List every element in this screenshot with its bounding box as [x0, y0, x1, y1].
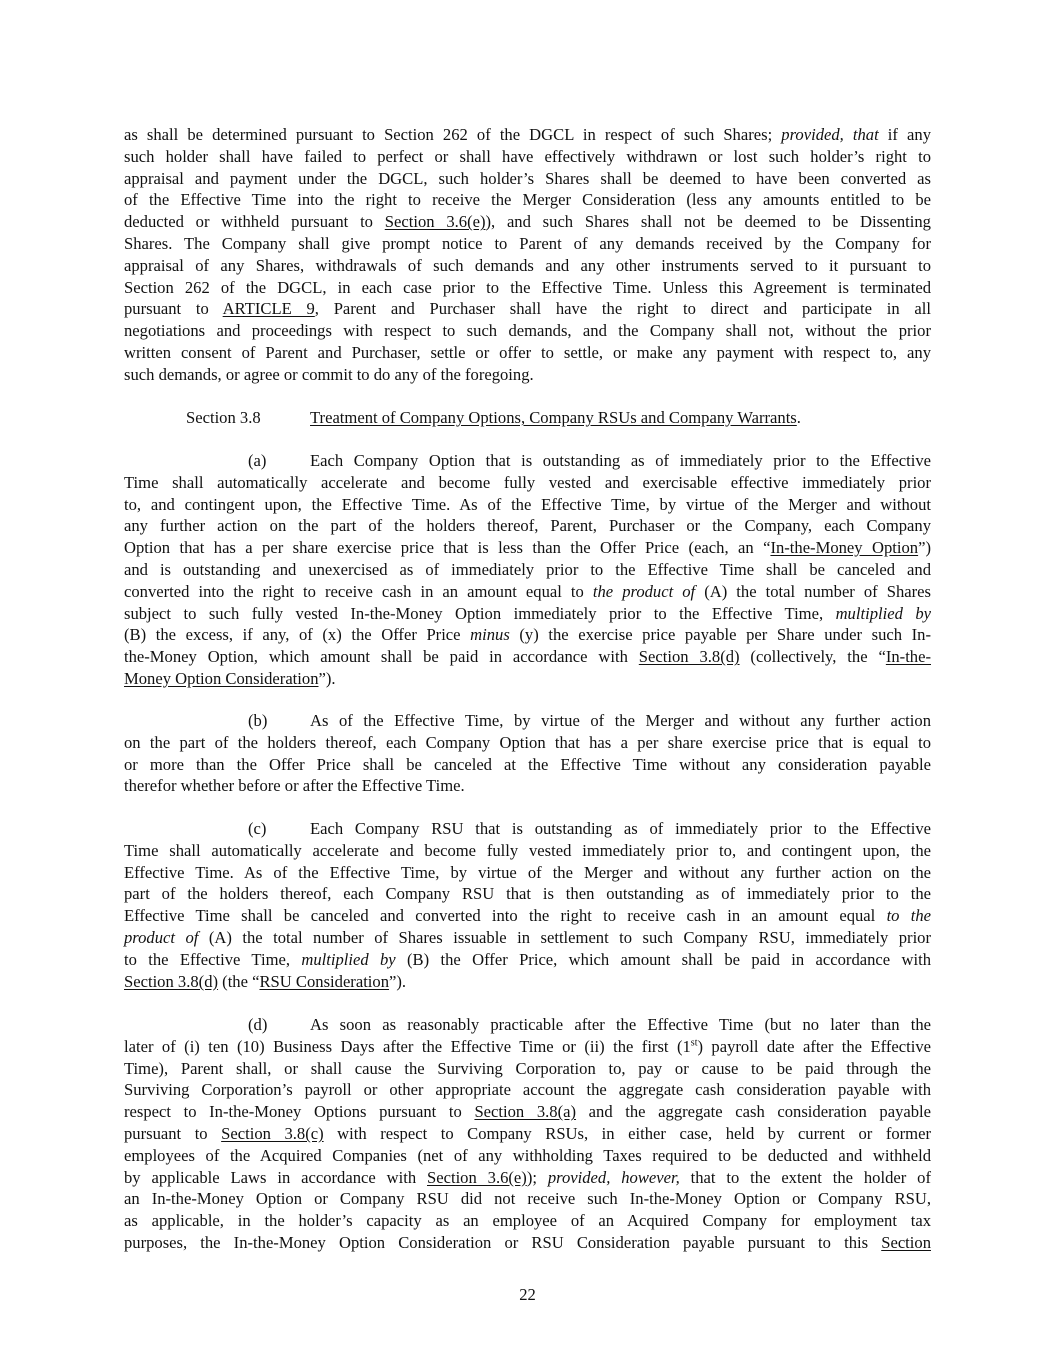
clause-d — [124, 1014, 931, 1254]
text-run: (B) the excess, if any, of (x) the Offer Price — [124, 625, 471, 645]
text-line — [124, 581, 931, 603]
text-run: ), and such Shares shall not be deemed to be Dissenting — [485, 212, 931, 232]
text-run: with respect to Company RSUs, in either case, held by current or former — [323, 1123, 931, 1143]
text-run: as applicable, in the holder’s capacity as an employee of an Acquired Company for employment tax — [124, 1211, 931, 1231]
text-run: respect to In-the-Money Options pursuant to — [124, 1102, 475, 1122]
text-run: that to the extent the holder of — [679, 1167, 931, 1187]
text-run: Effective Time. As of the Effective Time, by virtue of the Merger and without any further action on the — [124, 862, 931, 882]
text-run: Time shall automatically accelerate and become fully vested and exercisable effective immediately prior — [124, 472, 931, 492]
text-line — [124, 668, 931, 690]
text-run: appraisal of any Shares, withdrawals of such demands and any other instruments served to it pursuant to — [124, 255, 931, 275]
emphasis-text: provided, that — [781, 125, 879, 144]
emphasis-text: provided, however, — [547, 1167, 680, 1187]
text-line — [124, 1036, 931, 1058]
text-run: therefor whether before or after the Effective Time. — [124, 776, 465, 796]
text-line — [124, 537, 931, 559]
text-run: later of (i) ten (10) Business Days after the Effective Time or (ii) the first (1 — [124, 1036, 691, 1056]
text-run: deducted or withheld pursuant to — [124, 212, 385, 232]
text-line — [124, 233, 931, 255]
text-line — [124, 1123, 931, 1145]
text-line — [124, 472, 931, 494]
text-run: if any — [878, 125, 931, 144]
text-run: part of the holders thereof, each Company RSU that is then outstanding as of immediately prior to the — [124, 884, 931, 904]
text-line — [124, 624, 931, 646]
text-line — [124, 168, 931, 190]
section-number: Section 3.8 — [186, 408, 261, 427]
text-line — [124, 559, 931, 581]
text-run: Time shall automatically accelerate and become fully vested immediately prior to, and contingent upon, the — [124, 840, 931, 860]
text-run: Effective Time shall be canceled and converted into the right to receive cash in an amount equal — [124, 906, 887, 926]
page-number: 22 — [519, 1285, 536, 1304]
text-line — [124, 603, 931, 625]
emphasis-text: product of — [124, 927, 199, 947]
section-title: Treatment of Company Options, Company RSUs and Company Warrants — [310, 408, 797, 427]
text-run: an In-the-Money Option or Company RSU did not receive such In-the-Money Option or Company RSU, — [124, 1189, 931, 1209]
clause-c — [124, 818, 931, 992]
text-line — [124, 494, 931, 516]
text-run: or more than the Offer Price shall be canceled at the Effective Time without any consideration payable — [124, 754, 931, 774]
text-run: (the “ — [218, 971, 260, 991]
text-run: As soon as reasonably practicable after the Effective Time (but no later than the — [310, 1015, 931, 1034]
text-line — [124, 840, 931, 862]
text-run: Time), Parent shall, or shall cause the Surviving Corporation to, pay or cause to be paid through the — [124, 1058, 931, 1078]
text-line — [124, 189, 931, 211]
text-run: as shall be determined pursuant to Section 262 of the DGCL in respect of such Shares; — [124, 125, 782, 144]
continuation-paragraph — [124, 124, 931, 386]
cross-reference: In-the-Money Option — [770, 538, 919, 558]
text-run: (y) the exercise price payable per Share under such In- — [509, 625, 931, 645]
text-run: ”). — [389, 971, 407, 991]
text-run: Surviving Corporation’s payroll or other appropriate account the aggregate cash consideration payable with — [124, 1080, 931, 1100]
section-title-period: . — [796, 408, 801, 427]
text-line — [124, 124, 931, 146]
emphasis-text: multiplied by — [835, 603, 931, 623]
text-run: the-Money Option, which amount shall be paid in accordance with — [124, 647, 639, 667]
text-run: by applicable Laws in accordance with — [124, 1167, 427, 1187]
text-line — [124, 1014, 931, 1036]
cross-reference: Section 3.8(d) — [638, 647, 740, 667]
text-line — [124, 1232, 931, 1254]
text-line — [124, 1058, 931, 1080]
text-run: negotiations and proceedings with respect to such demands, and the Company shall not, without the prior — [124, 321, 931, 341]
text-line — [124, 320, 931, 342]
text-run: (collectively, the “ — [739, 647, 886, 667]
text-run: Shares. The Company shall give prompt notice to Parent of any demands received by the Company for — [124, 233, 931, 253]
text-line — [124, 277, 931, 299]
text-run: to, and contingent upon, the Effective Time. As of the Effective Time, by virtue of the Merger and without — [124, 494, 931, 514]
text-line — [124, 1167, 931, 1189]
text-line — [124, 862, 931, 884]
text-line — [124, 1210, 931, 1232]
text-run: ) payroll date after the Effective — [697, 1036, 931, 1056]
text-line — [124, 1101, 931, 1123]
text-run: pursuant to — [124, 299, 223, 319]
text-run: (A) the total number of Shares issuable in settlement to such Company RSU, immediately prior — [198, 927, 932, 947]
text-run: Section 262 of the DGCL, in each case prior to the Effective Time. Unless this Agreement is terminated — [124, 277, 931, 297]
text-run: pursuant to — [124, 1123, 222, 1143]
text-line — [124, 971, 931, 993]
cross-reference: RSU Consideration — [259, 971, 390, 991]
text-run: , Parent and Purchaser shall have the right to direct and participate in all — [314, 299, 931, 319]
text-run: Each Company Option that is outstanding as of immediately prior to the Effective — [310, 451, 931, 470]
clause-label: (c) — [248, 819, 267, 838]
cross-reference: ARTICLE 9 — [222, 299, 315, 319]
cross-reference: Section 3.8(c) — [221, 1123, 324, 1143]
clause-b — [124, 710, 931, 797]
text-run: appraisal and payment under the DGCL, such holder’s Shares shall be deemed to have been converted as — [124, 168, 931, 188]
text-run: As of the Effective Time, by virtue of the Merger and without any further action — [310, 711, 931, 730]
text-line — [124, 342, 931, 364]
text-line — [124, 775, 931, 797]
text-line — [124, 927, 931, 949]
text-line — [124, 732, 931, 754]
cross-reference: Section — [881, 1232, 931, 1252]
text-line — [124, 949, 931, 971]
text-line — [124, 255, 931, 277]
emphasis-text: to the — [886, 906, 932, 926]
text-line — [124, 1145, 931, 1167]
text-run: converted into the right to receive cash in an amount equal to — [124, 581, 593, 601]
text-line — [124, 754, 931, 776]
text-line — [124, 146, 931, 168]
cross-reference: Section 3.8(a) — [474, 1102, 577, 1122]
text-run: subject to such fully vested In-the-Money Option immediately prior to the Effective Time, — [124, 603, 836, 623]
cross-reference: Money Option Consideration — [124, 668, 319, 688]
emphasis-text: the product of — [592, 581, 696, 601]
text-run: ); — [526, 1167, 548, 1187]
text-run: of the Effective Time into the right to receive the Merger Consideration (less any amounts entitled to be — [124, 190, 931, 210]
text-run: any further action on the part of the holders thereof, Parent, Purchaser or the Company, each Company — [124, 516, 931, 536]
clause-label: (a) — [248, 451, 267, 470]
emphasis-text: minus — [470, 625, 510, 645]
text-run: on the part of the holders thereof, each Company Option that has a per share exercise price that is equal to — [124, 732, 931, 752]
emphasis-text: multiplied by — [301, 949, 396, 969]
text-run: to the Effective Time, — [124, 949, 302, 969]
text-line — [124, 298, 931, 320]
text-line — [124, 364, 931, 386]
text-line — [124, 211, 931, 233]
text-run: (A) the total number of Shares — [695, 581, 931, 601]
cross-reference: Section 3.6(e) — [427, 1167, 527, 1187]
clause-label: (d) — [248, 1015, 268, 1034]
text-line — [124, 883, 931, 905]
text-line — [124, 646, 931, 668]
text-run: ”). — [318, 668, 336, 688]
clause-a — [124, 450, 931, 690]
text-run: Option that has a per share exercise price that is less than the Offer Price (each, an “ — [124, 538, 771, 558]
cross-reference: Section 3.6(e) — [384, 212, 486, 232]
text-run: such demands, or agree or commit to do any of the foregoing. — [124, 364, 534, 384]
text-line — [124, 905, 931, 927]
text-run: and is outstanding and unexercised as of immediately prior to the Effective Time shall be canceled and — [124, 559, 931, 579]
text-run: (B) the Offer Price, which amount shall be paid in accordance with — [395, 949, 931, 969]
cross-reference: In-the- — [885, 647, 931, 667]
text-line — [124, 1188, 931, 1210]
text-run: such holder shall have failed to perfect or shall have effectively withdrawn or lost such holder’s right to — [124, 146, 931, 166]
text-run: purposes, the In-the-Money Option Consideration or RSU Consideration payable pursuant to this — [124, 1232, 882, 1252]
text-run: employees of the Acquired Companies (net of any withholding Taxes required to be deducted and withheld — [124, 1145, 931, 1165]
text-run: and the aggregate cash consideration payable — [576, 1102, 932, 1122]
text-run: written consent of Parent and Purchaser, settle or offer to settle, or make any payment with respect to, any — [124, 342, 931, 362]
text-line — [124, 450, 931, 472]
text-line — [124, 1079, 931, 1101]
text-line — [124, 710, 931, 732]
text-run: ”) — [918, 538, 931, 558]
text-line — [124, 818, 931, 840]
clause-label: (b) — [248, 711, 268, 730]
superscript: st — [690, 1037, 698, 1049]
text-run: Each Company RSU that is outstanding as of immediately prior to the Effective — [310, 819, 931, 838]
section-heading — [124, 407, 931, 429]
text-line — [124, 515, 931, 537]
cross-reference: Section 3.8(d) — [124, 971, 219, 991]
